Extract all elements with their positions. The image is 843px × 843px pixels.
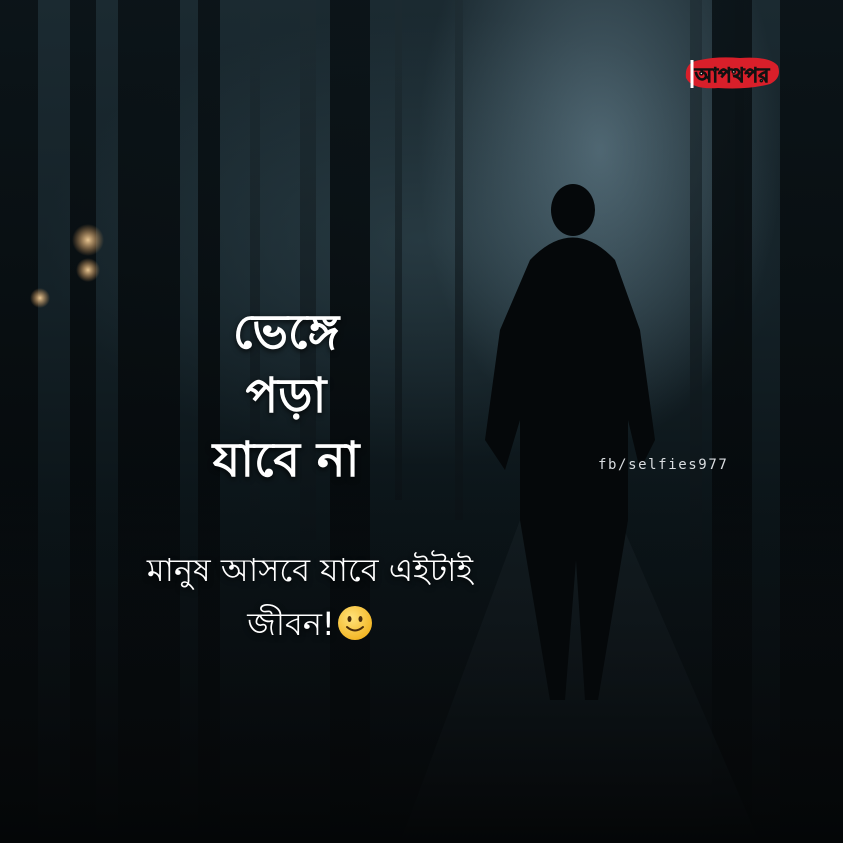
headline-line-3: যাবে না [212, 432, 360, 488]
subtext [70, 543, 550, 651]
headline-line-1: ভেঙ্গে [232, 304, 340, 360]
brand-logo [678, 48, 786, 96]
subtext-line-2-text: জীবন! [247, 605, 335, 643]
slightly-smiling-face-icon [337, 605, 373, 641]
logo-text: আপথপর [694, 63, 770, 87]
headline-line-2: পড়া [245, 368, 327, 424]
headline [176, 300, 396, 492]
subtext-line-2 [70, 597, 550, 651]
facebook-handle: fb/selfies977 [598, 457, 729, 473]
subtext-line-1: মানুষ আসবে যাবে এইটাই [146, 551, 474, 589]
